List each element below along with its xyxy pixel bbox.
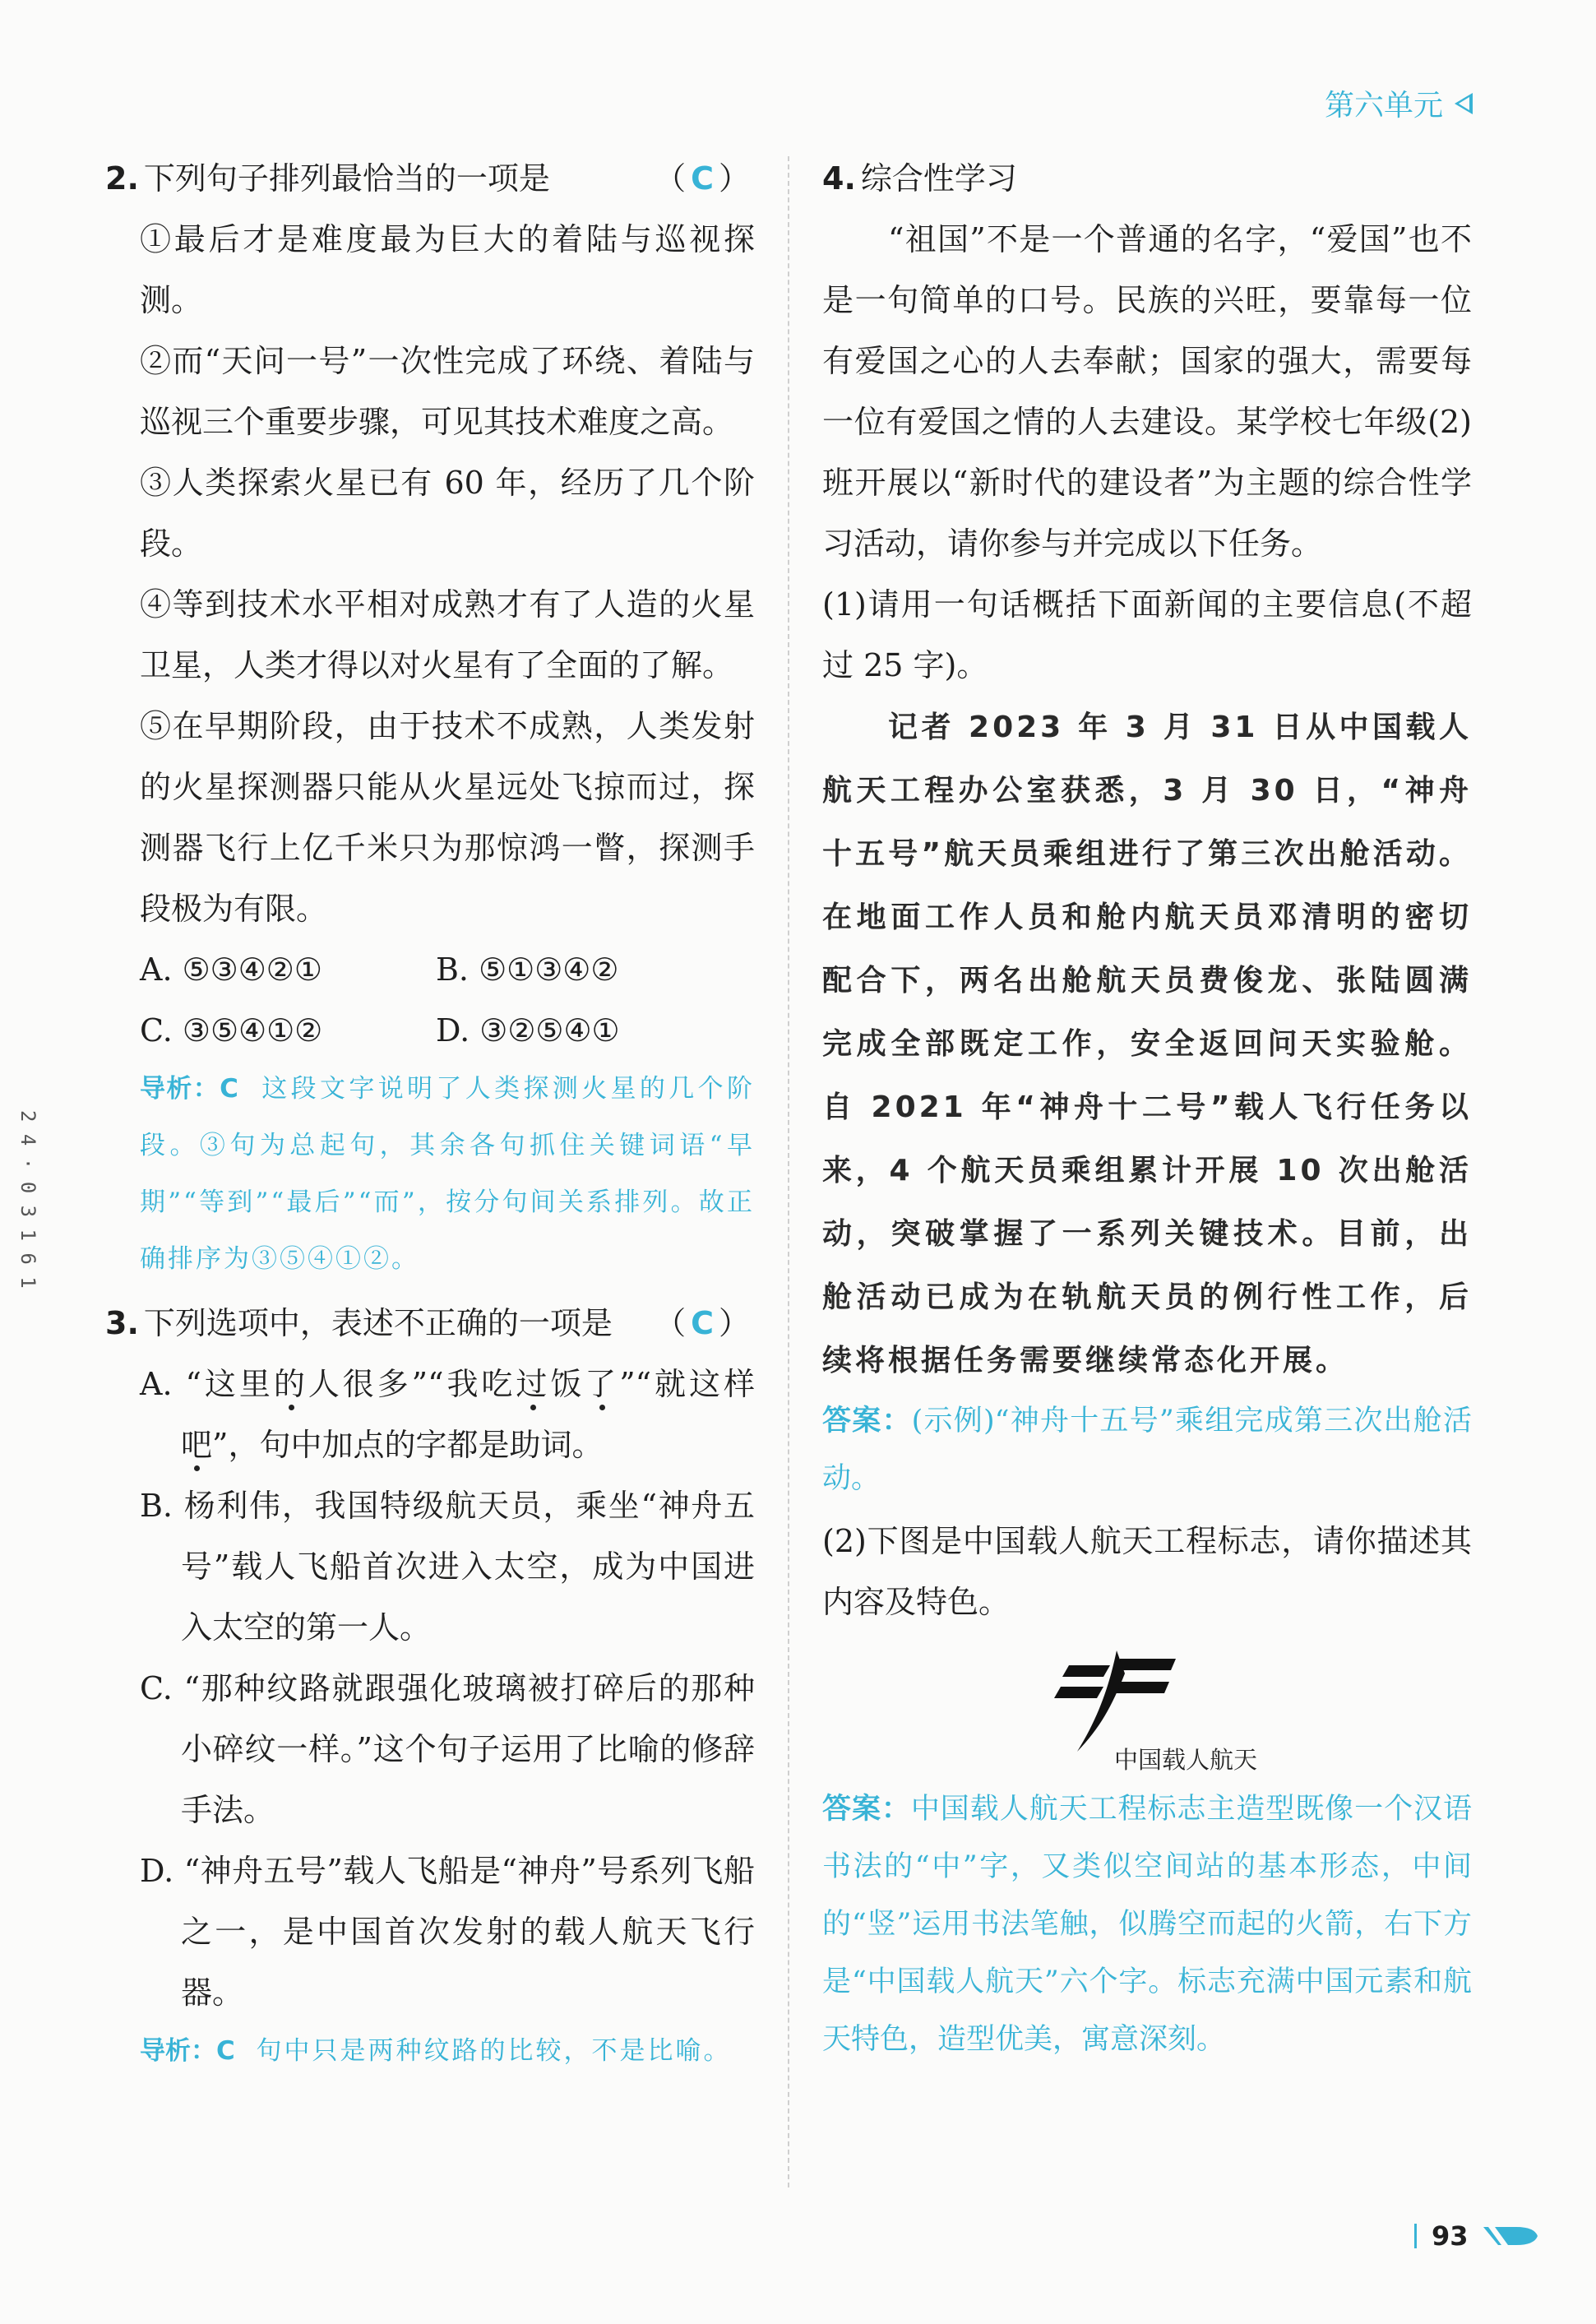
q3-answer: C — [691, 1305, 719, 1341]
q2-answer-paren — [655, 148, 755, 209]
question-3 — [105, 1293, 755, 2080]
paren-close: ） — [718, 1305, 755, 1341]
q4-answer1 — [822, 1392, 1472, 1507]
paren-close: ） — [718, 160, 755, 197]
q3-option-d: D. “神舟五号”载人飞船是“神舟”号系列飞船之一，是中国首次发射的载人航天飞行器。 — [140, 1853, 755, 2011]
unit-header — [1325, 82, 1473, 124]
paren-open: （ — [655, 160, 692, 197]
page-number: 93 — [1432, 2220, 1469, 2252]
q3-a-dotted-le: 了 — [585, 1366, 620, 1402]
q4-news: 记者 2023 年 3 月 31 日从中国载人航天工程办公室获悉，3 月 30 日，“神舟十五号”航天员乘组进行了第三次出舱活动。在地面工作人员和舱内航天员邓清明的密切配合下，两名出舱航天员费俊龙、张陆圆满完成全部既定工作，安全返回问天实验舱。自 2021 年“神舟十二号”载人飞行任务以来，4 个航天员乘组累计开展 10 次出舱活动，突破掌握了一系列关键技术。目前，出舱活动已成为在轨航天员的例行性工作，后续将根据任务需要继续常态化开展。 — [822, 711, 1472, 1377]
q2-options-row-2 — [105, 1000, 755, 1061]
q4-answer1-text: (示例)“神舟十五号”乘组完成第三次出舱活动。 — [822, 1405, 1472, 1495]
page-number-bar — [1414, 2224, 1417, 2248]
q2-sentence-3: ③人类探索火星已有 60 年，经历了几个阶段。 — [140, 465, 755, 562]
q4-answer2-text: 中国载人航天工程标志主造型既像一个汉语书法的“中”字，又类似空间站的基本形态，中间的“竖”运用书法笔触，似腾空而起的火箭，右下方是“中国载人航天”六个字。标志充满中国元素和航天特色，造型优美，寓意深刻。 — [822, 1793, 1472, 2056]
q3-answer-paren — [655, 1293, 755, 1354]
q2-sentence-1: ①最后才是难度最为巨大的着陆与巡视探测。 — [140, 221, 755, 318]
q4-sub1: (1)请用一句话概括下面新闻的主要信息(不超过 25 字)。 — [822, 586, 1472, 683]
q2-option-b: B. ⑤①③④② — [436, 951, 619, 988]
q3-a-dotted-ba: 吧 — [181, 1427, 213, 1463]
q4-intro: “祖国”不是一个普通的名字，“爱国”也不是一句简单的口号。民族的兴旺，要靠每一位有爱国之心的人去奉献；国家的强大，需要每一位有爱国之情的人去建设。某学校七年级(2)班开展以“新时代的建设者”为主题的综合性学习活动，请你参与并完成以下任务。 — [822, 221, 1472, 562]
q4-answer2 — [822, 1780, 1472, 2068]
q2-options-row-1 — [105, 939, 755, 1000]
q4-sub2: (2)下图是中国载人航天工程标志，请你描述其内容及特色。 — [822, 1523, 1472, 1620]
q3-option-b: B. 杨利伟，我国特级航天员，乘坐“神舟五号”载人飞船首次进入太空，成为中国进入太空的第一人。 — [140, 1488, 755, 1646]
q4-number: 4. — [822, 160, 856, 197]
q4-answer2-tag: 答案： — [822, 1793, 911, 1826]
question-2 — [105, 148, 755, 1288]
q3-a-dotted-de: 的 — [273, 1366, 308, 1402]
q2-analysis-tag: 导析：C — [140, 1074, 238, 1104]
column-divider — [788, 156, 789, 2187]
q3-number: 3. — [105, 1305, 139, 1341]
q2-analysis-text: 这段文字说明了人类探测火星的几个阶段。③句为总起句，其余各句抓住关键词语“早期”“等到”“最后”“而”，按分句间关系排列。故正确排序为③⑤④①②。 — [140, 1074, 755, 1274]
q3-a-part2: 人很多”“我吃 — [308, 1366, 516, 1402]
q2-stem: 下列句子排列最恰当的一项是 — [143, 160, 550, 197]
q2-option-c: C. ③⑤④①② — [140, 1012, 323, 1049]
q3-a-part1: A. “这里 — [140, 1366, 274, 1402]
q3-a-part4: ”“就这样 — [619, 1366, 755, 1402]
q2-analysis — [105, 1061, 755, 1288]
q4-answer1-tag: 答案： — [822, 1405, 912, 1437]
q3-analysis — [105, 2023, 755, 2080]
q4-head — [822, 148, 1472, 209]
q3-head — [105, 1293, 755, 1354]
q3-a-part3: 饭 — [550, 1366, 585, 1402]
triangle-left-icon — [1455, 93, 1473, 114]
left-column — [105, 148, 755, 2080]
q2-number: 2. — [105, 160, 139, 197]
question-4 — [822, 148, 1472, 2068]
q3-analysis-tag: 导析：C — [140, 2036, 235, 2066]
right-column — [822, 148, 1472, 2068]
q3-analysis-text: 句中只是两种纹路的比较，不是比喻。 — [256, 2036, 732, 2066]
q2-sentence-4: ④等到技术水平相对成熟才有了人造的火星卫星，人类才得以对火星有了全面的了解。 — [140, 586, 755, 683]
q2-option-a: A. ⑤③④②① — [140, 951, 322, 988]
page-swoosh-icon — [1483, 2224, 1541, 2248]
q2-sentence-5: ⑤在早期阶段，由于技术不成熟，人类发射的火星探测器只能从火星远处飞掠而过，探测器飞行上亿千米只为那惊鸿一瞥，探测手段极为有限。 — [140, 708, 755, 927]
cmse-logo — [822, 1649, 1472, 1772]
paren-open: （ — [655, 1305, 692, 1341]
q2-option-d: D. ③②⑤④① — [436, 1012, 620, 1049]
q4-title: 综合性学习 — [860, 160, 1017, 197]
page-number-area — [1414, 2220, 1541, 2252]
margin-mark: 2 4 · 0 3 1 6 1 — [16, 1110, 39, 1289]
q2-sentence-2: ②而“天问一号”一次性完成了环绕、着陆与巡视三个重要步骤，可见其技术难度之高。 — [140, 343, 755, 440]
q3-option-c: C. “那种纹路就跟强化玻璃被打碎后的那种小碎纹一样。”这个句子运用了比喻的修辞手法。 — [140, 1670, 755, 1828]
cmse-logo-label: 中国载人航天 — [1114, 1746, 1258, 1774]
q3-stem: 下列选项中，表述不正确的一项是 — [143, 1305, 613, 1341]
q3-option-a — [105, 1354, 755, 1475]
unit-title: 第六单元 — [1324, 89, 1443, 123]
q3-a-part5: ”，句中加点的字都是助词。 — [212, 1427, 604, 1463]
q3-a-dotted-guo: 过 — [516, 1366, 551, 1402]
q2-head — [105, 148, 755, 209]
q2-answer: C — [691, 160, 719, 197]
